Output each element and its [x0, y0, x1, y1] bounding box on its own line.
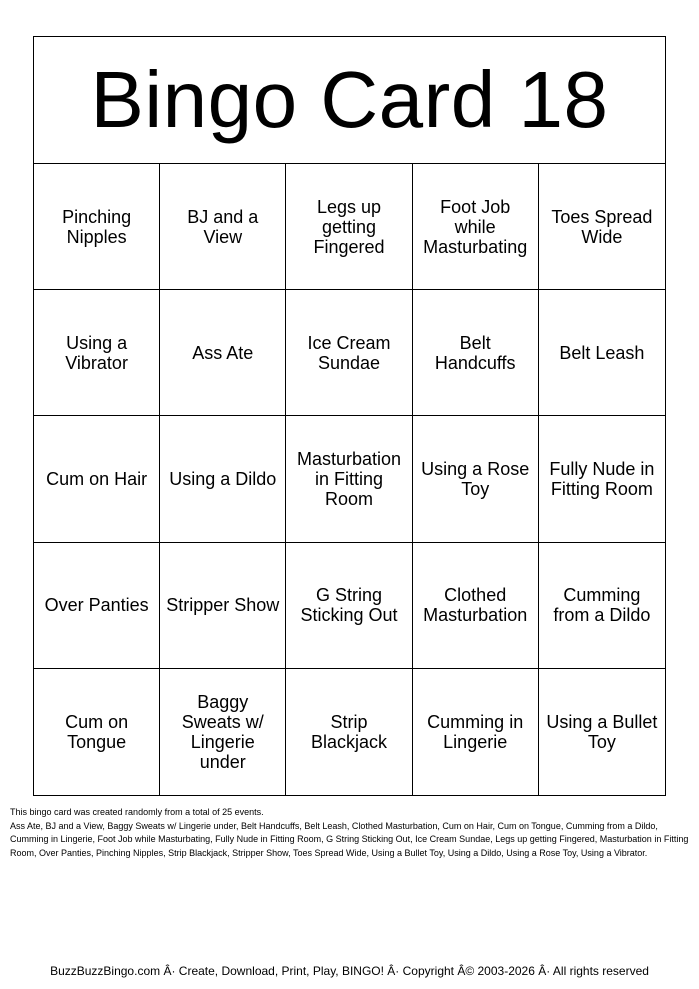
bingo-cell-text: Fully Nude in Fitting Room: [549, 458, 655, 499]
events-list: Ass Ate, BJ and a View, Baggy Sweats w/ Lingerie under, Belt Handcuffs, Belt Leash, Clothed Masturbation, Cum on Hair, Cum on Tongue, Cumming from a Dildo, Cumming in Lingerie, Foot Job while Masturbating, Fully Nude in Fitting Room, G String Sticking Out, Ice Cream Sundae, Legs up getting Fingered, Masturbation in Fitting Room, Over Panties, Pinching Nipples, Strip Blackjack, Stripper Show, Toes Spread Wide, Using a Bullet Toy, Using a Dildo, Using a Rose Toy, Using a Vibrator.: [10, 820, 689, 858]
bingo-cell: [34, 543, 160, 669]
bingo-cell-text: Ice Cream Sundae: [307, 332, 391, 373]
bingo-cell: [539, 164, 665, 290]
bingo-cell: [539, 543, 665, 669]
bingo-cell-text: Using a Rose Toy: [421, 458, 530, 499]
bingo-cell: [34, 290, 160, 416]
bingo-cell: [160, 669, 286, 795]
bingo-cell: [160, 164, 286, 290]
bingo-cell: [413, 416, 539, 542]
bingo-cell: [160, 416, 286, 542]
bingo-cell-text: G String Sticking Out: [300, 585, 398, 626]
bingo-cell-text: Ass Ate: [192, 342, 254, 363]
bingo-cell: [413, 669, 539, 795]
bingo-cell-text: Stripper Show: [166, 595, 280, 616]
bingo-cell-text: Toes Spread Wide: [551, 206, 653, 247]
bingo-cell-text: Belt Handcuffs: [434, 332, 516, 373]
bingo-cell-text: Belt Leash: [559, 342, 645, 363]
bingo-cell: [286, 416, 412, 542]
bingo-cell: [160, 290, 286, 416]
bingo-cell-text: Over Panties: [44, 595, 149, 616]
bingo-cell-text: Strip Blackjack: [310, 711, 387, 752]
bingo-cell: [539, 416, 665, 542]
bingo-cell-text: Cumming in Lingerie: [427, 711, 524, 752]
card-title: Bingo Card 18: [90, 55, 609, 144]
site-footer: BuzzBuzzBingo.com Â· Create, Download, Print, Play, BINGO! Â· Copyright Â© 2003-2026 Â· All rights reserved: [50, 964, 649, 978]
bingo-cell-text: Using a Dildo: [169, 468, 277, 489]
title-row: [34, 37, 665, 164]
bingo-cell-text: Pinching Nipples: [62, 206, 132, 247]
bingo-grid: [34, 164, 665, 795]
bingo-cell: [34, 416, 160, 542]
bingo-cell-text: Cumming from a Dildo: [553, 585, 651, 626]
bingo-cell-text: Cum on Tongue: [65, 711, 129, 752]
bingo-cell: [413, 290, 539, 416]
bingo-cell: [34, 669, 160, 795]
bingo-cell: [413, 543, 539, 669]
bingo-card: [33, 36, 666, 796]
bingo-cell-text: Baggy Sweats w/ Lingerie under: [181, 691, 264, 772]
bingo-cell-text: Foot Job while Masturbating: [423, 196, 528, 257]
bingo-cell: [286, 290, 412, 416]
bingo-cell: [160, 543, 286, 669]
bingo-cell-text: Cum on Hair: [46, 468, 148, 489]
events-summary: This bingo card was created randomly from a total of 25 events.: [10, 807, 264, 817]
bingo-cell-text: Using a Vibrator: [65, 332, 128, 373]
bingo-cell: [286, 543, 412, 669]
bingo-cell: [286, 164, 412, 290]
bingo-cell: [539, 290, 665, 416]
bingo-cell: [286, 669, 412, 795]
bingo-cell-text: BJ and a View: [187, 206, 259, 247]
bingo-cell-text: Masturbation in Fitting Room: [296, 448, 402, 509]
events-footnote: [10, 806, 690, 860]
bingo-cell-text: Clothed Masturbation: [423, 585, 528, 626]
bingo-cell: [413, 164, 539, 290]
bingo-cell: [539, 669, 665, 795]
bingo-cell: [34, 164, 160, 290]
bingo-cell-text: Legs up getting Fingered: [313, 196, 385, 257]
bingo-cell-text: Using a Bullet Toy: [546, 711, 658, 752]
